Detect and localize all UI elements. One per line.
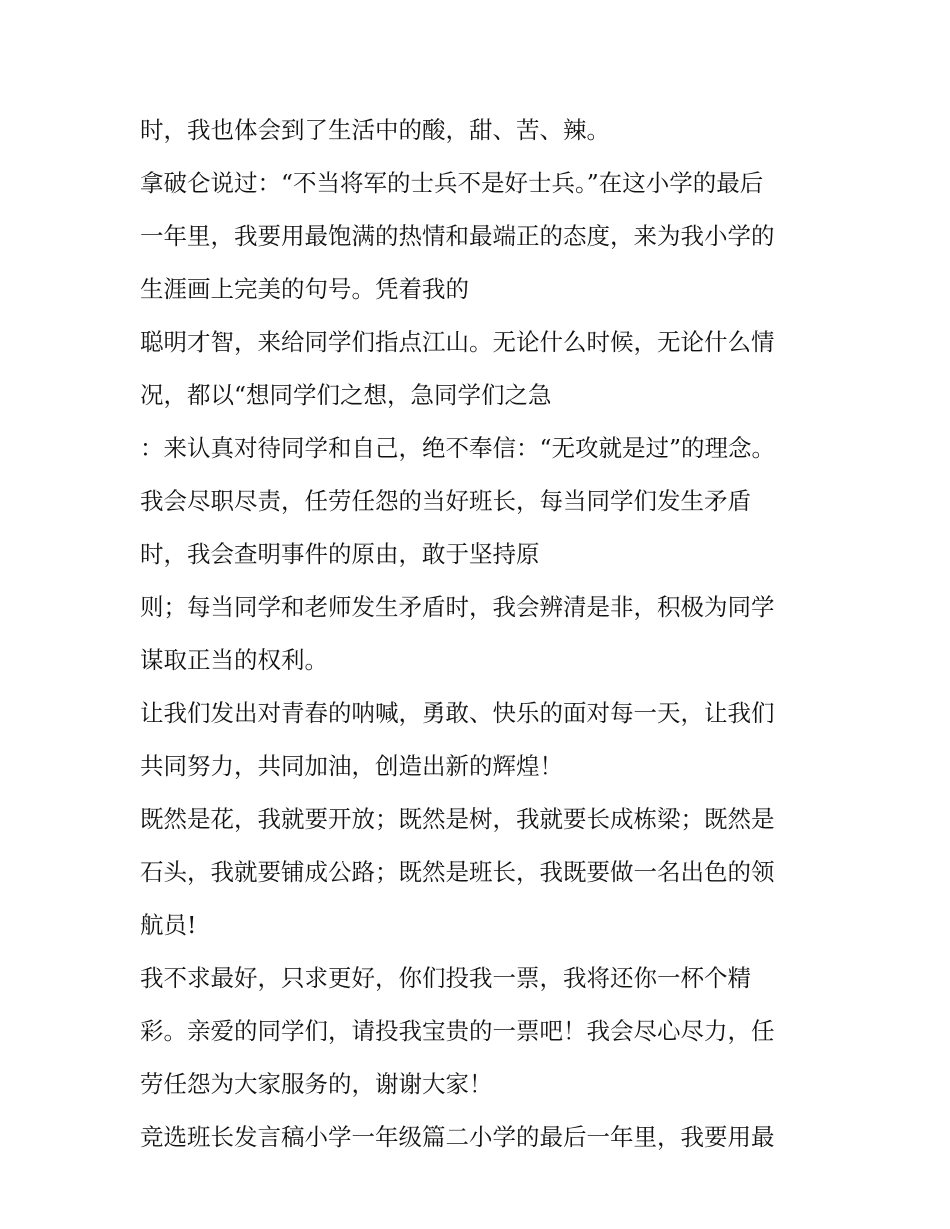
text-line: 彩。亲爱的同学们，请投我宝贵的一票吧！我会尽心尽力，任 [140,1017,775,1045]
text-line: 时，我也体会到了生活中的酸，甜、苦、辣。 [140,116,610,144]
text-line: ：来认真对待同学和自己，绝不奉信：“无攻就是过”的理念。 [140,434,776,462]
text-line: 则；每当同学和老师发生矛盾时，我会辨清是非，积极为同学 [140,593,775,621]
text-line: 我不求最好，只求更好，你们投我一票，我将还你一杯个精 [140,964,751,992]
text-line: 拿破仑说过：“不当将军的士兵不是好士兵。”在这小学的最后 [140,169,764,197]
text-line: 谋取正当的权利。 [140,646,328,674]
text-line: 航员! [140,911,197,939]
body-text [140,104,840,1164]
text-line: 时，我会查明事件的原由，敢于坚持原 [140,540,540,568]
text-line: 聪明才智，来给同学们指点江山。无论什么时候，无论什么情 [140,328,775,356]
text-line: 让我们发出对青春的呐喊，勇敢、快乐的面对每一天，让我们 [140,699,775,727]
text-line: 竞选班长发言稿小学一年级篇二小学的最后一年里，我要用最 [140,1123,775,1151]
text-line: 我会尽职尽责，任劳任怨的当好班长，每当同学们发生矛盾 [140,487,751,515]
text-line: 一年里，我要用最饱满的热情和最端正的态度，来为我小学的 [140,222,775,250]
text-line: 共同努力，共同加油，创造出新的辉煌！ [140,752,563,780]
text-line: 既然是花，我就要开放；既然是树，我就要长成栋梁；既然是 [140,805,775,833]
text-line: 石头，我就要铺成公路；既然是班长，我既要做一名出色的领 [140,858,775,886]
text-line: 况，都以“想同学们之想，急同学们之急 [140,381,552,409]
text-line: 生涯画上完美的句号。凭着我的 [140,275,469,303]
text-line: 劳任怨为大家服务的，谢谢大家！ [140,1070,493,1098]
